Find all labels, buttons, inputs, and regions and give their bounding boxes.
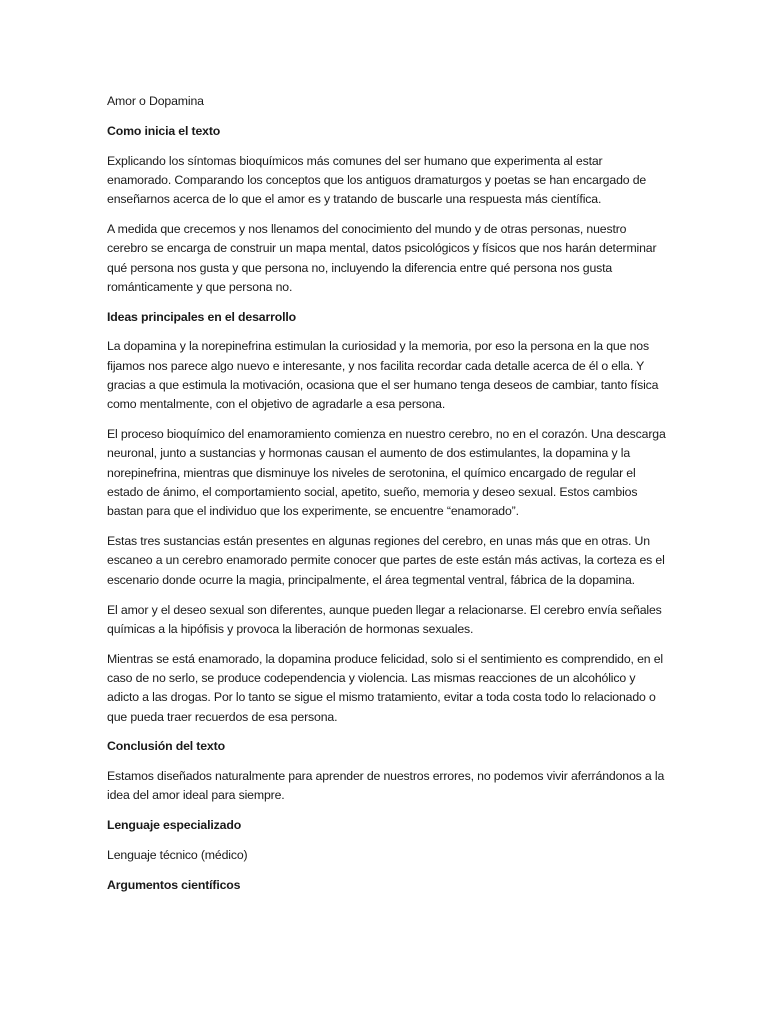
section-heading-intro: Como inicia el texto (107, 123, 221, 138)
section-heading-language: Lenguaje especializado (107, 818, 242, 833)
paragraph: Estamos diseñados naturalmente para aprender de nuestros errores, no podemos vivir aferrándonos a la idea del amor ideal para siempre. (107, 769, 665, 803)
paragraph: Mientras se está enamorado, la dopamina produce felicidad, solo si el sentimiento es comprendido, en el caso de no serlo, se produce codependencia y violencia. Las mismas reacciones de un alcohólico y adicto a las drogas. Por lo tanto se sigue el mismo tratamiento, evitar a toda costa todo lo relacionado o que pueda traer recuerdos de esa persona. (107, 651, 663, 724)
paragraph: La dopamina y la norepinefrina estimulan la curiosidad y la memoria, por eso la persona en la que nos fijamos nos parece algo nuevo e interesante, y nos facilita recordar cada detalle acerca de él o ella. Y gracias a que estimula la motivación, ocasiona que el ser humano tenga deseos de cambiar, tanto física como mentalmente, con el objetivo de agradarle a esa persona. (107, 339, 659, 412)
paragraph: A medida que crecemos y nos llenamos del conocimiento del mundo y de otras personas, nuestro cerebro se encarga de construir un mapa mental, datos psicológicos y físicos que nos harán determinar qué persona nos gusta y que persona no, incluyendo la diferencia entre qué persona nos gusta románticamente y que persona no. (107, 221, 657, 294)
section-heading-main-ideas: Ideas principales en el desarrollo (107, 309, 296, 324)
paragraph: Explicando los síntomas bioquímicos más comunes del ser humano que experimenta al estar enamorado. Comparando los conceptos que los antiguos dramaturgos y poetas se han encargado de enseñarnos acerca de lo que el amor es y tratando de buscarle una respuesta más científica. (107, 153, 647, 207)
section-heading-arguments: Argumentos científicos (107, 877, 241, 892)
paragraph: El amor y el deseo sexual son diferentes, aunque pueden llegar a relacionarse. El cerebro envía señales químicas a la hipófisis y provoca la liberación de hormonas sexuales. (107, 602, 662, 636)
document-title: Amor o Dopamina (107, 94, 204, 108)
section-heading-conclusion: Conclusión del texto (107, 739, 225, 754)
document-page (107, 92, 667, 906)
paragraph: Lenguaje técnico (médico) (107, 848, 248, 862)
paragraph: El proceso bioquímico del enamoramiento comienza en nuestro cerebro, no en el corazón. Una descarga neuronal, junto a sustancias y hormonas causan el aumento de dos estimulantes, la dopamina y la norepinefrina, mientras que disminuye los niveles de serotonina, el químico encargado de regular el estado de ánimo, el comportamiento social, apetito, sueño, memoria y deseo sexual. Estos cambios bastan para que el individuo que los experimente, se encuentre “enamorado”. (107, 427, 666, 519)
paragraph: Estas tres sustancias están presentes en algunas regiones del cerebro, en unas más que en otras. Un escaneo a un cerebro enamorado permite conocer que partes de este están más activas, la corteza es el escenario donde ocurre la magia, principalmente, el área tegmental ventral, fábrica de la dopamina. (107, 534, 665, 587)
